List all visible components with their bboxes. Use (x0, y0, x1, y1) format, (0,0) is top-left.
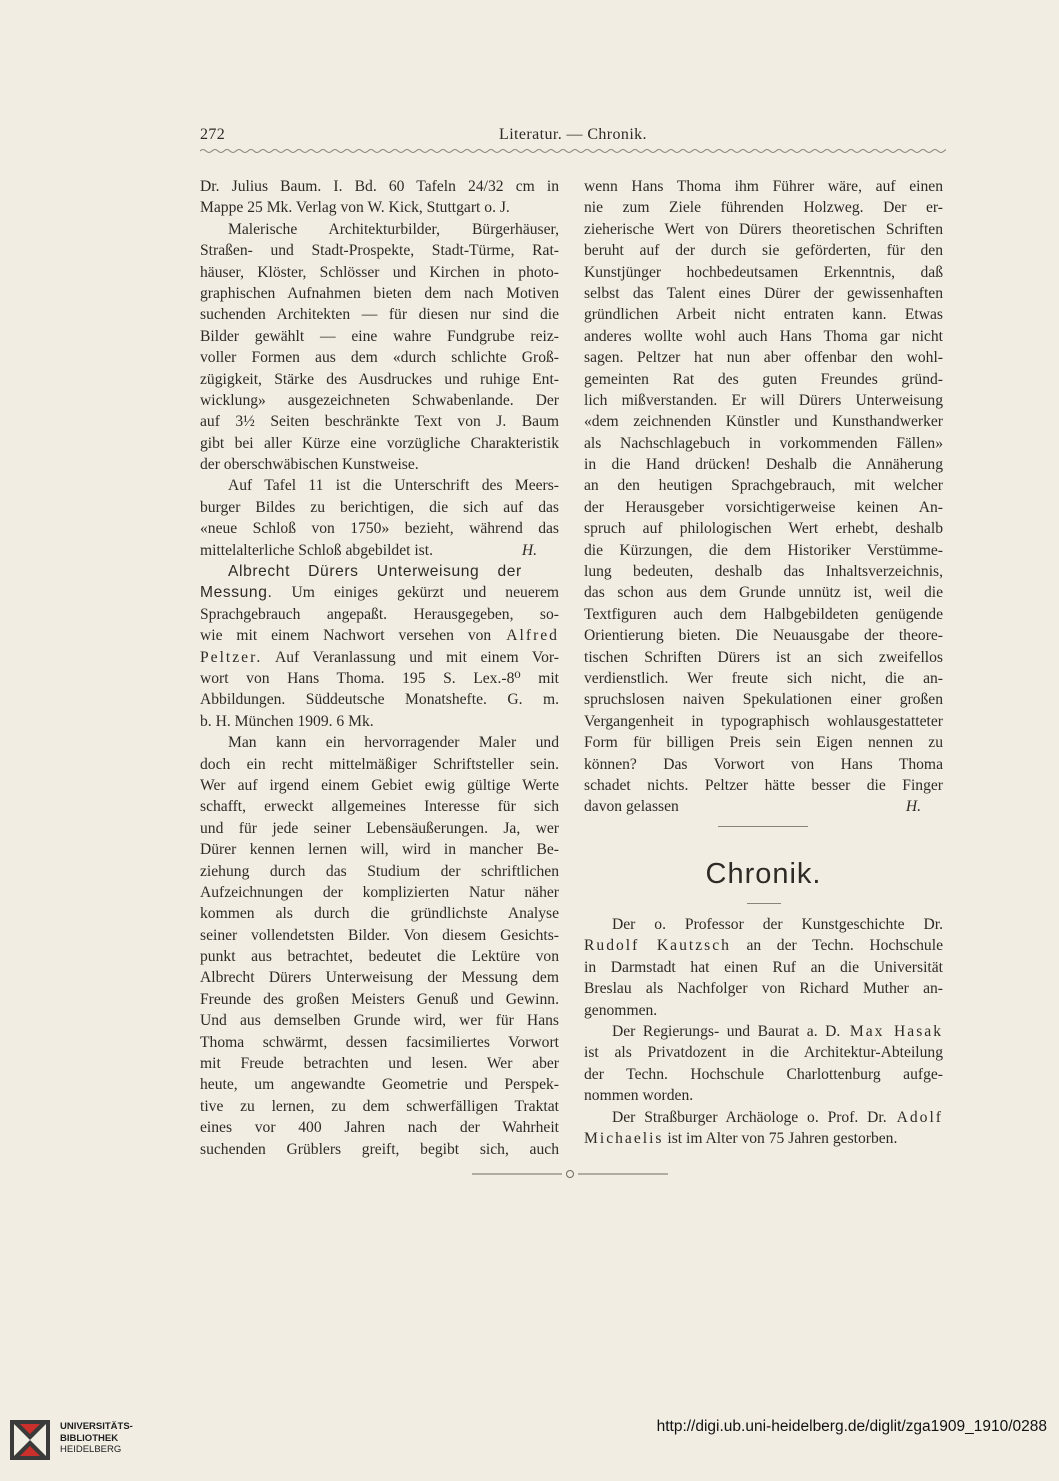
text-line (200, 369, 559, 390)
line-text: wenn Hans Thoma ihm Führer wäre, auf einen (584, 178, 943, 195)
text-line (200, 754, 559, 775)
chronik-heading: Chronik. (705, 858, 822, 890)
text-line (200, 604, 559, 625)
text-line (584, 711, 943, 732)
line-text: das schon aus dem Grunde unnütz ist, weil die (584, 584, 943, 602)
spaced-name: Adolf (886, 1108, 943, 1126)
spaced-name: Michaelis (584, 1129, 664, 1147)
line-text: lung bedeuten, deshalb das Inhaltsverzeichnis, (584, 563, 943, 581)
line-text: Malerische Architekturbilder, Bürgerhäuser, (228, 220, 559, 238)
text-line (584, 326, 943, 347)
text-line (584, 540, 943, 561)
text-line (200, 176, 559, 197)
text-line (584, 582, 943, 603)
line-text: Wer auf irgend einem Gebiet ewig gültige Werte (200, 776, 559, 794)
text-line (584, 1021, 943, 1042)
line-text: seiner vollendetsten Bilder. Von diesem Gesichts- (200, 926, 559, 944)
line-text: Mappe 25 Mk. Verlag von W. Kick, Stuttgart o. J. (200, 199, 510, 217)
text-line (200, 1117, 559, 1138)
text-line (584, 604, 943, 625)
text-line (200, 647, 559, 668)
line-text: schafft, erweckt allgemeines Interesse für sich (200, 798, 559, 816)
line-text: Abbildungen. Süddeutsche Monatshefte. G. m. (200, 691, 559, 709)
text-line (200, 411, 559, 432)
line-text: der Techn. Hochschule Charlottenburg aufge- (584, 1065, 943, 1083)
line-text: sagen. Peltzer hat nun aber offenbar den wohl- (584, 349, 943, 367)
line-text: Freunde des großen Meisters Genuß und Gewinn. (200, 990, 559, 1008)
line-text: lich mißverstanden. Er will Dürers Unterweisung (584, 391, 943, 409)
library-line: BIBLIOTHEK (60, 1432, 119, 1444)
line-text: «dem zeichnenden Künstler und Kunsthandwerker (584, 413, 943, 431)
line-text: voller Formen aus dem «durch schlichte Groß- (200, 349, 559, 367)
text-line (200, 433, 559, 454)
line-text: eines vor 400 Jahren nach der Wahrheit (200, 1119, 559, 1137)
running-header (200, 126, 946, 148)
text-line (584, 754, 943, 775)
text-line (200, 903, 559, 924)
line-text: ist im Alter von 75 Jahren gestorben. (663, 1129, 898, 1147)
line-text: häuser, Klöster, Schlösser und Kirchen in photo- (200, 263, 559, 281)
line-text: als Nachschlagebuch in vorkommenden Fällen» (584, 434, 943, 452)
text-line (200, 818, 559, 839)
line-text: Bilder gewählt — eine wahre Fundgrube reiz- (200, 327, 559, 345)
text-line (584, 935, 943, 956)
text-line (200, 732, 559, 753)
text-line (200, 1096, 559, 1117)
line-text: Dr. Julius Baum. I. Bd. 60 Tafeln 24/32 cm in (200, 178, 559, 195)
text-line (200, 839, 559, 860)
line-text: tischen Schriften Dürers ist an sich zweifellos (584, 648, 943, 666)
line-text: nie zum Ziele führenden Holzweg. Der er- (584, 199, 943, 217)
text-line (584, 433, 943, 454)
right-column (584, 176, 943, 818)
text-line (200, 775, 559, 796)
university-seal-icon (8, 1418, 52, 1462)
line-text: Dürer kennen lernen will, wird in mancher Be- (200, 841, 559, 859)
text-line (584, 369, 943, 390)
text-line (200, 262, 559, 283)
line-text: anderes wollte wohl auch Hans Thoma gar nicht (584, 327, 943, 345)
running-title: Literatur. — Chronik. (499, 126, 647, 143)
text-line (584, 304, 943, 325)
spaced-name: Alfred (491, 627, 559, 645)
page-number: 272 (200, 126, 226, 143)
text-line (584, 411, 943, 432)
text-line (200, 1074, 559, 1095)
line-text: gründlichen Arbeit nicht entraten kann. Etwas (584, 306, 943, 324)
text-line (200, 967, 559, 988)
text-line (200, 240, 559, 261)
line-text: doch ein recht mittelmäßiger Schriftsteller sein. (200, 755, 559, 773)
end-ornament (472, 1168, 668, 1180)
text-line (200, 197, 559, 218)
text-line (200, 390, 559, 411)
line-text: wie mit einem Nachwort versehen von (200, 627, 492, 645)
text-line (584, 732, 943, 753)
text-line (584, 1042, 943, 1063)
text-line (584, 978, 943, 999)
text-line (200, 326, 559, 347)
header-wavy-rule (200, 147, 946, 155)
text-line (584, 497, 943, 518)
text-line (584, 1107, 943, 1128)
heading-run: Messung. (200, 584, 273, 602)
text-line (200, 1010, 559, 1031)
text-line (200, 711, 559, 732)
text-line (584, 625, 943, 646)
text-line (200, 861, 559, 882)
line-text: Um einiges gekürzt und neuerem (272, 584, 559, 602)
line-text: b. H. München 1909. 6 Mk. (200, 712, 374, 730)
line-text: Auf Tafel 11 ist die Unterschrift des Meers- (228, 477, 559, 495)
text-line (584, 689, 943, 710)
text-line (584, 1000, 943, 1021)
line-text: Breslau als Nachfolger von Richard Muther an- (584, 980, 943, 998)
heading-underline (747, 903, 781, 904)
line-text: wort von Hans Thoma. 195 S. Lex.-8⁰ mit (200, 669, 559, 687)
text-line (200, 689, 559, 710)
line-text: Kunstjünger hochbedeutsamen Erkenntnis, daß (584, 263, 943, 281)
line-text: mittelalterliche Schloß abgebildet ist. (200, 541, 433, 559)
line-text: Und aus demselben Grunde wird, wer für Hans (200, 1012, 559, 1030)
line-text: tive zu lernen, zu dem schwerfälligen Traktat (200, 1097, 559, 1115)
line-text: schadet nichts. Peltzer hätte besser die Finger (584, 776, 943, 794)
spaced-name: Max Hasak (840, 1022, 943, 1040)
spaced-name: Rudolf Kautzsch (584, 937, 731, 955)
text-line (200, 1139, 559, 1160)
text-line (584, 1085, 943, 1106)
line-text: der Herausgeber vorsichtigerweise keinen An- (584, 498, 943, 516)
text-line (200, 1032, 559, 1053)
text-line (584, 347, 943, 368)
line-text: die Kürzungen, die dem Historiker Verstümme- (584, 541, 943, 559)
text-line (584, 454, 943, 475)
line-text: Vergangenheit in typographisch wohlausgestatteter (584, 712, 943, 730)
text-line (584, 647, 943, 668)
text-line (200, 454, 559, 475)
line-text: «neue Schloß von 1750» bezieht, während das (200, 520, 559, 538)
text-line (200, 582, 559, 603)
line-text: Der Straßburger Archäologe o. Prof. Dr. (612, 1108, 887, 1126)
text-line (584, 914, 943, 935)
line-text: burger Bildes zu berichtigen, die sich auf das (200, 498, 559, 516)
line-text: davon gelassen (584, 798, 679, 816)
text-line (584, 775, 943, 796)
line-text: Form für billigen Preis sein Eigen nennen zu (584, 734, 943, 752)
line-text: an der Techn. Hochschule (730, 937, 943, 955)
line-text: wicklung» ausgezeichneten Schwabenlande. Der (200, 391, 559, 409)
line-text: graphischen Aufnahmen bieten dem nach Motiven (200, 284, 559, 302)
line-text: gemeinten Rat des guten Freundes gründ- (584, 370, 943, 388)
text-line (584, 475, 943, 496)
text-line (200, 989, 559, 1010)
line-text: gibt bei aller Kürze eine vorzügliche Charakteristik (200, 434, 559, 452)
text-line (200, 518, 559, 539)
line-text: zügigkeit, Stärke des Ausdruckes und ruhige Ent- (200, 370, 559, 388)
line-text: Thoma schwärmt, dessen facsimiliertes Vorwort (200, 1033, 559, 1051)
line-text: selbst das Talent eines Dürer der gewissenhaften (584, 284, 943, 302)
text-line (200, 625, 559, 646)
line-text: Albrecht Dürers Unterweisung der Messung dem (200, 969, 559, 987)
source-url-link[interactable]: http://digi.ub.uni-heidelberg.de/diglit/zga1909_1910/0288 (656, 1418, 1047, 1435)
line-text: suchenden Architekten — für diesen nur sind die (200, 306, 559, 324)
author-initial: H. (521, 541, 537, 559)
text-line (584, 283, 943, 304)
line-text: in die Hand drücken! Deshalb die Annäherung (584, 456, 943, 474)
text-line (584, 668, 943, 689)
text-line (584, 1128, 943, 1149)
author-initial: H. (905, 798, 921, 816)
text-line (584, 957, 943, 978)
text-line (200, 882, 559, 903)
line-text: spruch auf philologischen Wert erhebt, deshalb (584, 520, 943, 538)
text-line (200, 1053, 559, 1074)
line-text: zieherische Wert von Dürers theoretischen Schriften (584, 220, 943, 238)
line-text: Orientierung bieten. Die Neuausgabe der theore- (584, 627, 943, 645)
line-text: spruchslosen naiven Spekulationen einer großen (584, 691, 943, 709)
line-text: Der Regierungs- und Baurat a. D. (612, 1022, 841, 1040)
line-text: der oberschwäbischen Kunstweise. (200, 456, 419, 474)
line-text: Aufzeichnungen der komplizierten Natur näher (200, 883, 559, 901)
library-line: UNIVERSITÄTS- (60, 1421, 133, 1432)
text-line (584, 561, 943, 582)
line-text: nommen worden. (584, 1087, 694, 1105)
line-text: können? Das Vorwort von Hans Thoma (584, 755, 943, 773)
text-line (200, 925, 559, 946)
line-text: in Darmstadt hat einen Ruf an die Universität (584, 958, 943, 976)
text-line (200, 304, 559, 325)
line-text: verdienstlich. Wer freute sich nicht, die an- (584, 669, 943, 687)
line-text: Textfiguren auch dem Halbgebildeten genügende (584, 605, 943, 623)
line-text: suchenden Grüblers greift, begibt sich, auch (200, 1140, 559, 1158)
text-line (584, 240, 943, 261)
line-text: ziehung durch das Studium der schriftlichen (200, 862, 559, 880)
text-line (584, 518, 943, 539)
text-line (584, 390, 943, 411)
text-line (200, 283, 559, 304)
text-line (200, 668, 559, 689)
text-line (584, 197, 943, 218)
line-text: beruht auf der durch sie geförderten, für den (584, 242, 943, 260)
text-line (200, 347, 559, 368)
text-line (200, 475, 559, 496)
section-divider (718, 826, 808, 827)
text-line (200, 796, 559, 817)
line-text: mit Freude betrachten und lesen. Wer aber (200, 1055, 559, 1073)
chronik-column (584, 914, 943, 1149)
line-text: Man kann ein hervorragender Maler und (228, 734, 559, 752)
line-text: heute, um angewandte Geometrie und Perspek- (200, 1076, 559, 1094)
library-line: HEIDELBERG (60, 1444, 122, 1455)
line-text: Sprachgebrauch angepaßt. Herausgegeben, so- (200, 605, 559, 623)
line-text: ist als Privatdozent in die Architektur-Abteilung (584, 1044, 943, 1062)
text-line (200, 219, 559, 240)
text-line (200, 497, 559, 518)
text-line (584, 1064, 943, 1085)
line-text: auf 3½ Seiten beschränkte Text von J. Baum (200, 413, 559, 431)
text-line (200, 946, 559, 967)
line-text: punkt aus betrachtet, bedeutet die Lektüre von (200, 948, 559, 966)
line-text: und für jede seiner Lebensäußerungen. Ja, wer (200, 819, 559, 837)
text-line (200, 561, 559, 582)
line-text: Straßen- und Stadt-Prospekte, Stadt-Türme, Rat- (200, 242, 559, 260)
line-text: Albrecht Dürers Unterweisung der (228, 563, 522, 581)
line-text: Der o. Professor der Kunstgeschichte Dr. (612, 916, 943, 933)
library-name (60, 1421, 133, 1456)
text-line (584, 176, 943, 197)
line-text: genommen. (584, 1001, 658, 1019)
text-line (584, 262, 943, 283)
left-column (200, 176, 559, 1160)
text-line (584, 219, 943, 240)
line-text: Auf Veranlassung und mit einem Vor- (262, 648, 559, 666)
library-logo[interactable] (8, 1418, 168, 1464)
spaced-name: Peltzer. (200, 648, 263, 666)
text-line (584, 796, 943, 817)
text-line (200, 540, 559, 561)
line-text: an den heutigen Sprachgebrauch, mit welcher (584, 477, 943, 495)
line-text: kommen als durch die gründlichste Analyse (200, 905, 559, 923)
